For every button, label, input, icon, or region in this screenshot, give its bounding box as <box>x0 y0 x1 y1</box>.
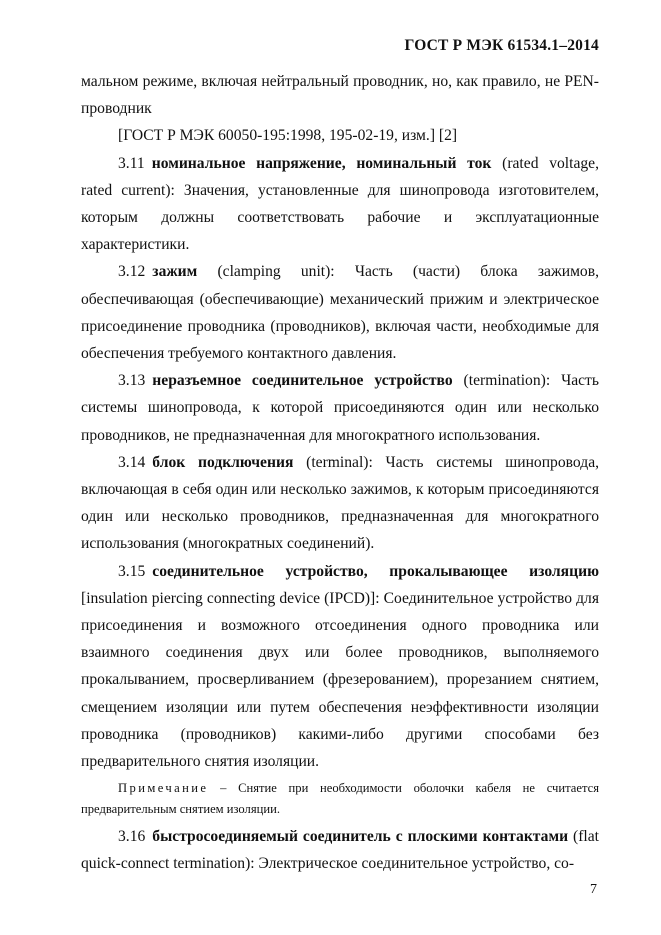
definition-term: соединительное устройство, прокалывающее изоляцию <box>152 562 599 580</box>
standard-header: ГОСТ Р МЭК 61534.1–2014 <box>404 37 599 54</box>
definition-3-16 <box>81 823 599 877</box>
definition-term: номинальное напряжение, номинальный ток <box>151 154 492 172</box>
definition-number: 3.13 <box>118 372 146 390</box>
definition-3-14 <box>81 449 599 558</box>
reference-citation: [ГОСТ Р МЭК 60050-195:1998, 195-02-19, изм.] [2] <box>118 127 458 145</box>
note-label: Примечание <box>118 781 209 796</box>
definition-3-11 <box>81 150 599 259</box>
definition-number: 3.12 <box>118 263 146 281</box>
definition-3-13 <box>81 367 599 449</box>
definition-number: 3.16 <box>118 828 146 846</box>
definition-term: быстросоединяемый соединитель с плоскими контактами <box>152 828 569 846</box>
definition-3-15 <box>81 558 599 776</box>
note-text: – Снятие при необходимости оболочки кабеля не считается предварительным снятием изоляции. <box>81 781 599 817</box>
definition-text: (clamping unit): Часть (части) блока зажимов, обеспечивающая (обеспечивающие) механический прижим и электрическое присоединение проводника (проводников), включая части, необходимые для обеспечения требуемого контактного давления. <box>81 263 599 363</box>
definition-term: неразъемное соединительное устройство <box>152 372 453 390</box>
definition-text: (termination): Часть системы шинопровода, к которой присоединяются один или несколько проводников, не предназначенная для многократного использования. <box>81 372 599 444</box>
definition-text: (terminal): Часть системы шинопровода, включающая в себя один или несколько зажимов, к которым присоединяются один или несколько проводников, предназначенная для многократного использования (многократных соединений). <box>81 453 600 553</box>
definition-text: (rated voltage, rated current): Значения, установленные для шинопровода изготовителем, которым должны соответствовать рабочие и эксплуатационные характеристики. <box>81 154 599 254</box>
definition-number: 3.14 <box>118 453 146 471</box>
definition-term: зажим <box>152 263 198 281</box>
definition-3-12 <box>81 258 599 367</box>
document-body <box>81 68 599 878</box>
page-number: 7 <box>590 882 597 897</box>
definition-term: блок подключения <box>152 453 294 471</box>
note <box>81 778 599 820</box>
definition-number: 3.15 <box>118 562 146 580</box>
paragraph-continuation: мальном режиме, включая нейтральный проводник, но, как правило, не PEN-проводник <box>81 73 599 118</box>
definition-text: (flat quick-connect termination): Электрическое соединительное устройство, со- <box>81 828 600 873</box>
definition-text: [insulation piercing connecting device (IPCD)]: Соединительное устройство для присоединения и возможного отсоединения одного проводника или взаимного соединения двух или более проводников, выполняемого прокалыванием, просверливанием (фрезерованием), прорезанием снятием, смещением изоляции или путем обеспечения неэффективности изоляции проводника (проводников) какими-либо другими способами без предварительного снятия изоляции. <box>81 589 599 771</box>
definition-number: 3.11 <box>118 154 145 172</box>
